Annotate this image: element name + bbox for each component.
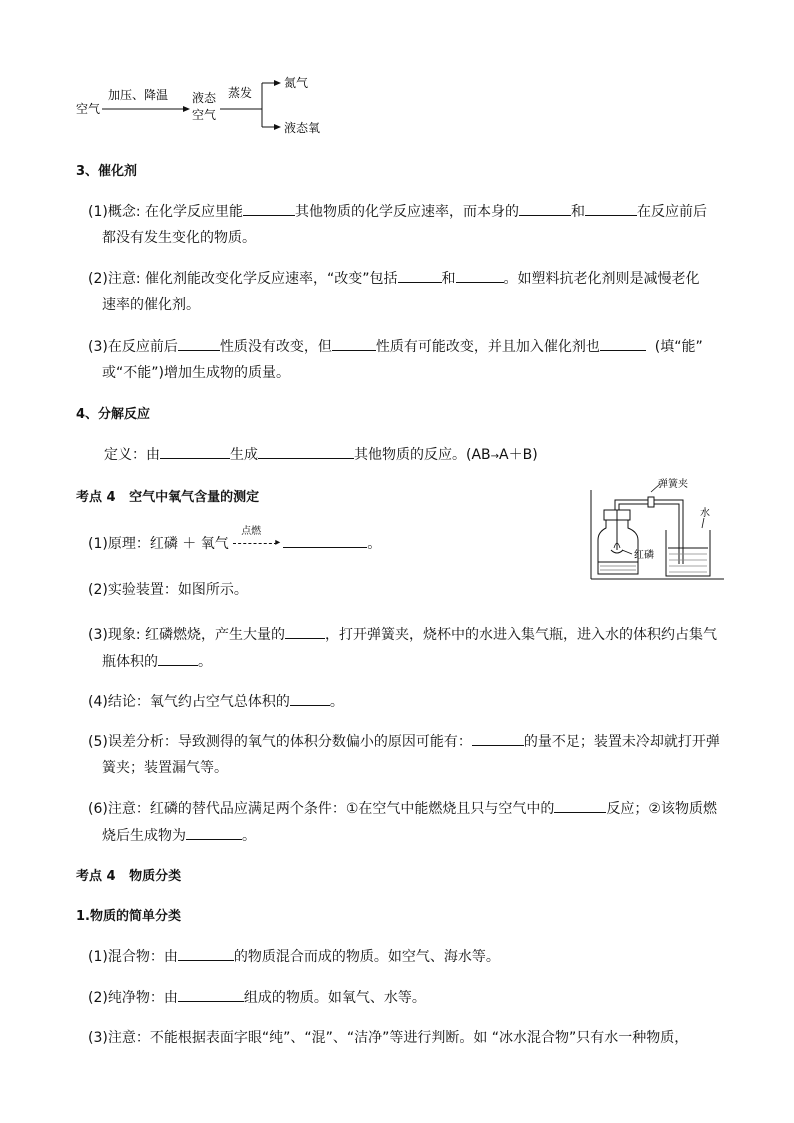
fig-label-phosphorus: 红磷 — [634, 550, 654, 561]
kp4b-heading: 考点 4 物质分类 — [76, 869, 182, 884]
flow-nitrogen: 氮气 — [284, 76, 309, 90]
kp4a-item-1: (1)原理：红磷 ＋ 氧气 点燃 ▸ 。 — [88, 532, 381, 553]
flow-liquid-air-1: 液态 — [192, 91, 217, 105]
kp4a-item-6-line2: 烧后生成物为 。 — [102, 824, 256, 845]
kp4a-item-5-line2: 簧夹；装置漏气等。 — [102, 760, 228, 776]
kp4a-item-2: (2)实验装置：如图所示。 — [88, 582, 248, 598]
flow-arrowhead-1 — [183, 106, 190, 112]
fig-label-water: 水 — [700, 508, 710, 519]
s3-item-2-line1: (2)注意: 催化剂能改变化学反应速率，“改变”包括 和 。如塑料抗老化剂则是减慢老化 — [88, 267, 700, 288]
air-separation-diagram — [70, 68, 340, 140]
kp4b-item-3: (3)注意：不能根据表面字眼“纯”、“混”、“洁净”等进行判断。如 “冰水混合物”只有水一种物质， — [88, 1030, 689, 1046]
spring-clip — [648, 497, 654, 507]
arrow-icon: → — [490, 451, 500, 462]
kp4a-item-6-line1: (6)注意：红磷的替代品应满足两个条件：①在空气中能燃烧且只与空气中的 反应；②该物质燃 — [88, 797, 717, 818]
kp4a-item-3-line2: 瓶体积的 。 — [102, 650, 212, 671]
flow-liquid-air-2: 空气 — [192, 108, 217, 122]
kp4b-item-2: (2)纯净物：由 组成的物质。如氧气、水等。 — [88, 986, 426, 1007]
flow-liquid-oxygen: 液态氧 — [284, 121, 321, 135]
s3-item-3-line2: 或“不能”)增加生成物的质量。 — [102, 365, 290, 381]
flow-air: 空气 — [76, 102, 101, 116]
flow-arrowhead-2 — [274, 80, 281, 86]
flow-step1: 加压、降温 — [108, 88, 169, 102]
kp4a-item-5-line1: (5)误差分析：导致测得的氧气的体积分数偏小的原因可能有： 的量不足；装置未冷却就打开弹 — [88, 730, 720, 751]
section-4-title: 4、分解反应 — [76, 407, 151, 422]
s3-item-1-line2: 都没有发生变化的物质。 — [102, 230, 256, 246]
s3-item-1-line1: (1)概念: 在化学反应里能 其他物质的化学反应速率，而本身的 和 在反应前后 — [88, 200, 707, 221]
flow-arrowhead-3 — [274, 124, 281, 130]
s4-definition: 定义：由 生成 其他物质的反应。(AB→A＋B) — [104, 443, 538, 464]
kp4a-item-3-line1: (3)现象: 红磷燃烧，产生大量的 ，打开弹簧夹，烧杯中的水进入集气瓶，进入水的体积约占集气 — [88, 623, 717, 644]
ignite-arrow: 点燃 ▸ — [233, 534, 283, 548]
beaker — [666, 530, 710, 576]
fig-label-spring-clip: 弹簧夹 — [658, 479, 688, 490]
ignite-condition: 点燃 — [241, 526, 262, 537]
apparatus-figure — [588, 478, 728, 582]
s3-item-3-line1: (3)在反应前后 性质没有改变，但 性质有可能改变，并且加入催化剂也 (填“能” — [88, 335, 703, 356]
flow-step2: 蒸发 — [228, 86, 253, 100]
kp4a-item-4: (4)结论：氧气约占空气总体积的 。 — [88, 690, 344, 711]
s3-item-2-line2: 速率的催化剂。 — [102, 297, 200, 313]
kp4a-heading: 考点 4 空气中氧气含量的测定 — [76, 490, 260, 505]
kp4b-subheading: 1.物质的简单分类 — [76, 909, 181, 924]
section-3-title: 3、催化剂 — [76, 164, 138, 179]
kp4b-item-1: (1)混合物：由 的物质混合而成的物质。如空气、海水等。 — [88, 945, 500, 966]
